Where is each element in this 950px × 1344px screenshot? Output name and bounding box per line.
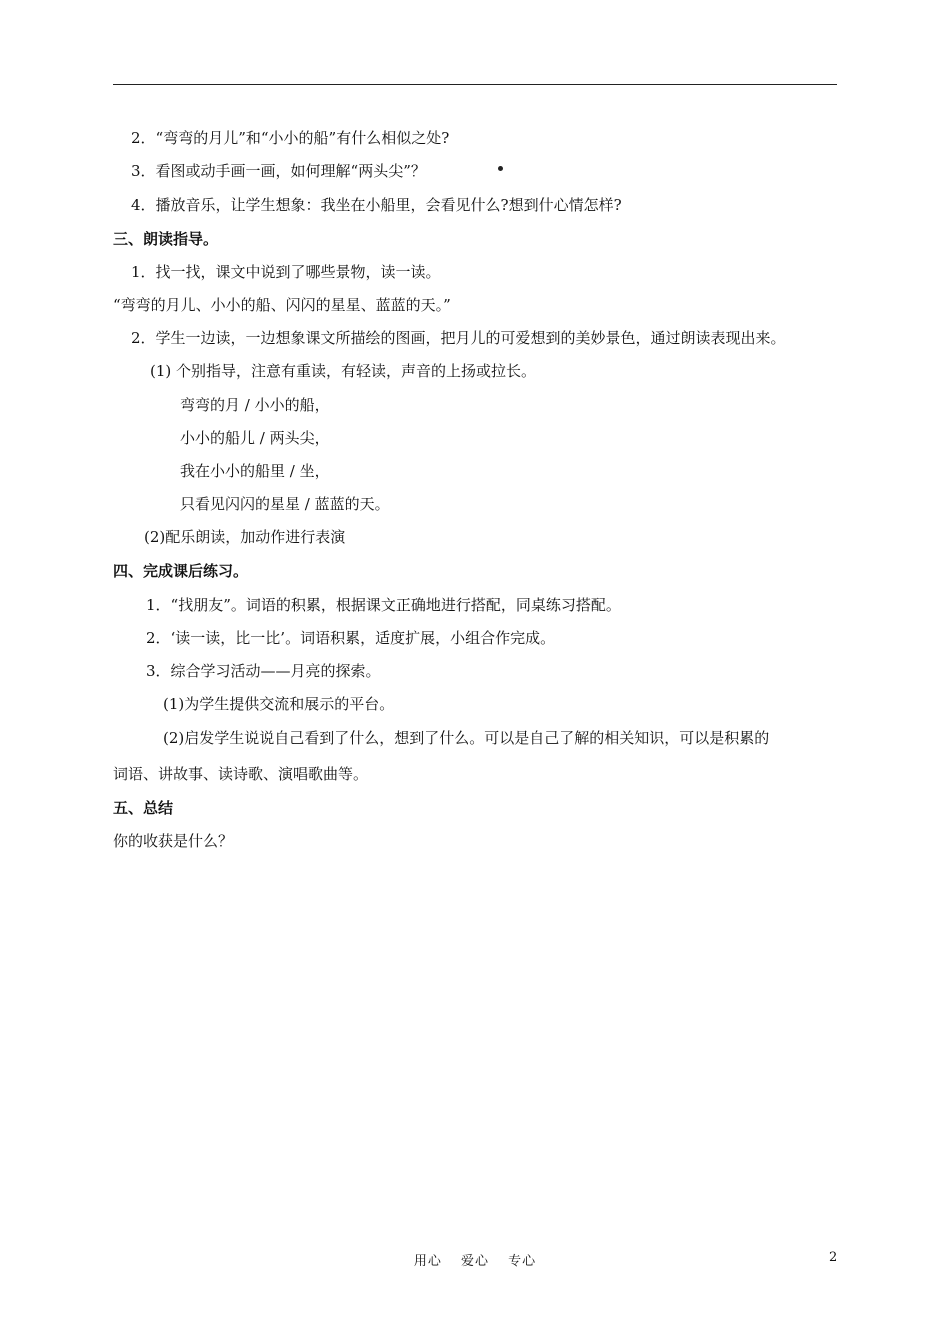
section-3-sub-2: (2)配乐朗读，加动作进行表演 (144, 528, 346, 546)
section-4-heading: 四、完成课后练习。 (113, 562, 249, 580)
section-4-sub-2: (2)启发学生说说自己看到了什么，想到了什么。可以是自己了解的相关知识，可以是积累的 (163, 729, 770, 747)
poem-line-4: 只看见闪闪的星星 / 蓝蓝的天。 (180, 495, 390, 513)
section-4-item-2: 2．‘读一读，比一比’。词语积累，适度扩展，小组合作完成。 (146, 629, 556, 647)
section-3-quote: “弯弯的月儿、小小的船、闪闪的星星、蓝蓝的天。” (113, 296, 451, 314)
question-4: 4．播放音乐，让学生想象：我坐在小船里，会看见什么?想到什心情怎样? (131, 196, 622, 214)
poem-line-1: 弯弯的月 / 小小的船， (180, 396, 330, 414)
section-4-item-1: 1．“找朋友”。词语的积累，根据课文正确地进行搭配，同桌练习搭配。 (146, 596, 621, 614)
section-3-sub-1: (1) 个别指导，注意有重读，有轻读，声音的上扬或拉长。 (150, 362, 537, 380)
bullet-dot (498, 166, 503, 171)
page-number: 2 (829, 1250, 838, 1265)
question-3: 3．看图或动手画一画，如何理解“两头尖”？ (131, 162, 426, 180)
section-3-heading: 三、朗读指导。 (113, 230, 219, 248)
section-3-item-1: 1．找一找，课文中说到了哪些景物，读一读。 (131, 263, 441, 281)
poem-line-2: 小小的船儿 / 两头尖， (180, 429, 330, 447)
footer-motto: 用心 爱心 专心 (413, 1254, 537, 1269)
poem-line-3: 我在小小的船里 / 坐， (180, 462, 330, 480)
section-3-item-2: 2．学生一边读，一边想象课文所描绘的图画，把月儿的可爱想到的美妙景色，通过朗读表现出来。 (131, 329, 786, 347)
section-4-item-3: 3．综合学习活动——月亮的探索。 (146, 662, 381, 680)
section-4-sub-1: (1)为学生提供交流和展示的平台。 (163, 695, 395, 713)
section-5-question: 你的收获是什么？ (113, 832, 234, 850)
header-rule (113, 84, 837, 85)
question-2: 2．“弯弯的月儿”和“小小的船”有什么相似之处? (131, 129, 450, 147)
section-4-sub-2-continued: 词语、讲故事、读诗歌、演唱歌曲等。 (113, 765, 369, 783)
section-5-heading: 五、总结 (113, 799, 174, 817)
